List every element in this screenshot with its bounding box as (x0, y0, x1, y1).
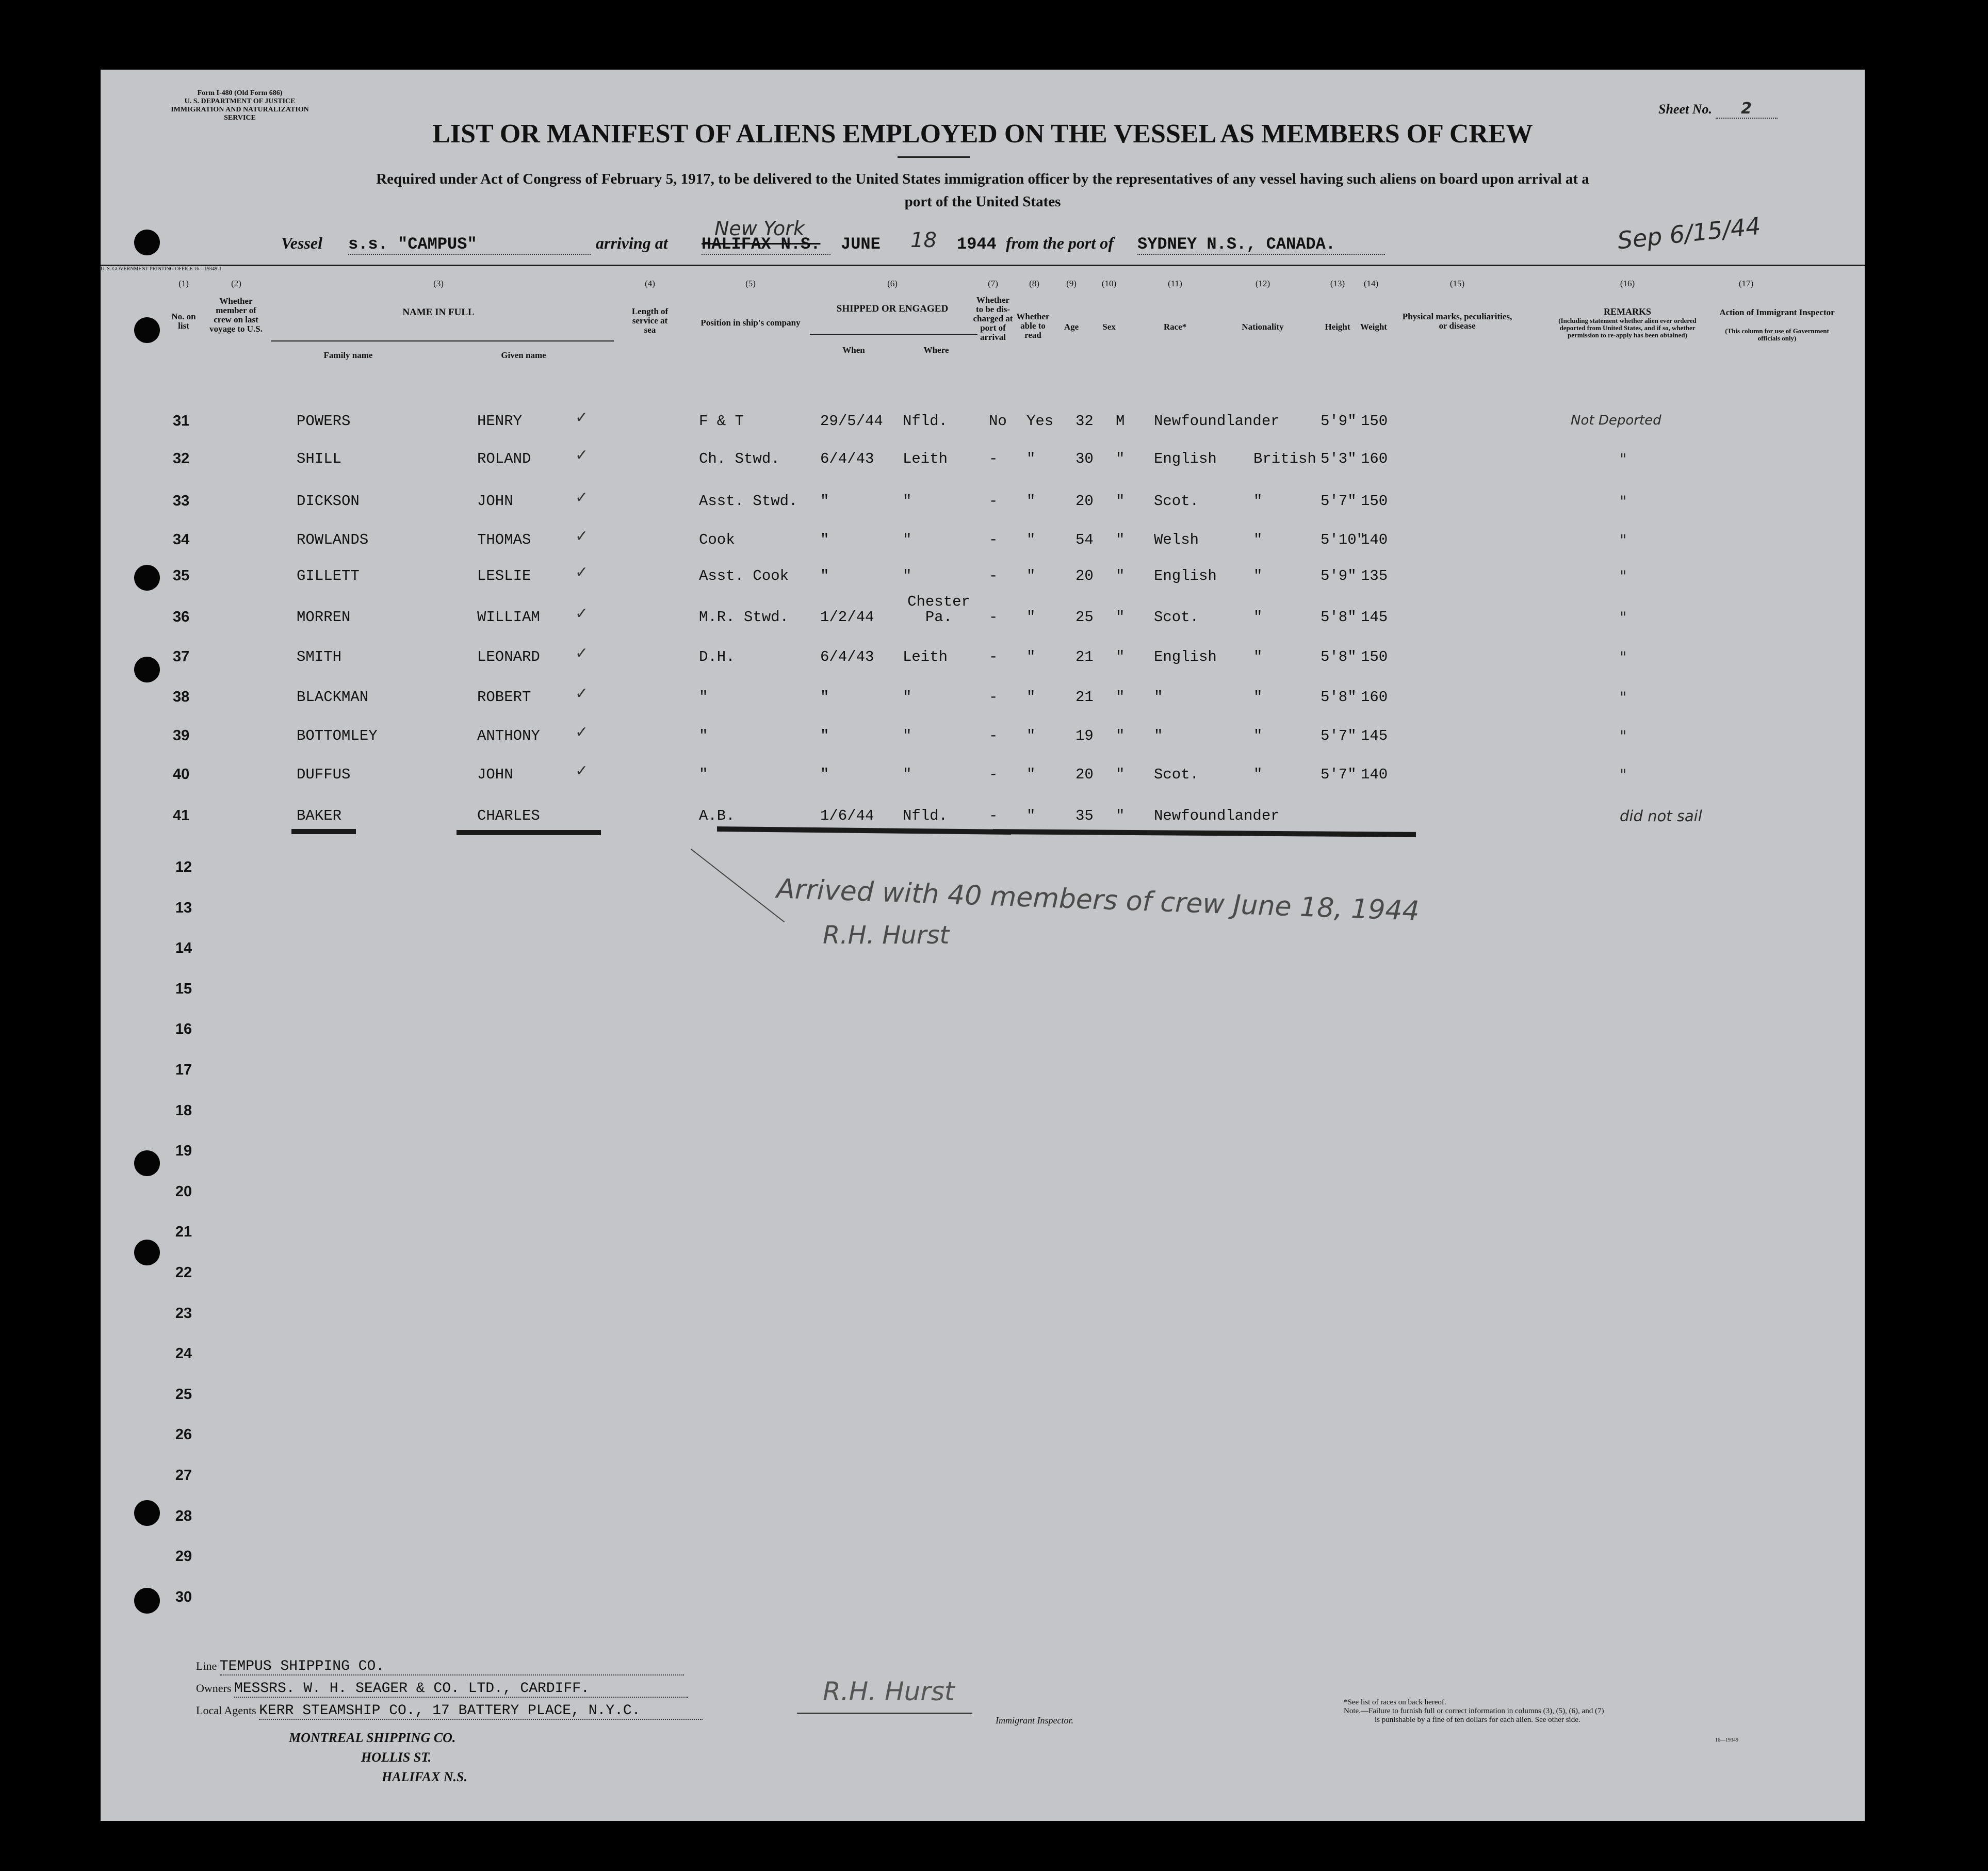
race: Scot. (1154, 609, 1199, 626)
header-weight: Weight (1360, 322, 1387, 332)
sex: " (1116, 807, 1125, 824)
header-inspector-action-sub: (This column for use of Government officials only) (1725, 327, 1829, 342)
header-no-on-list: No. on list (171, 312, 196, 331)
remarks: " (1620, 648, 1627, 666)
able-to-read: " (1026, 609, 1036, 626)
sex: " (1116, 766, 1125, 783)
colnum-2: (2) (231, 279, 241, 288)
shipped-when: 6/4/43 (820, 648, 874, 665)
blank-row-number: 15 (175, 980, 192, 997)
remarks: " (1620, 493, 1627, 510)
form-id-block (162, 89, 317, 122)
given-name: JOHN (477, 766, 513, 783)
remarks: " (1620, 609, 1627, 626)
check-mark-icon: ✓ (575, 409, 589, 426)
given-name: LESLIE (477, 567, 531, 584)
note-penalty-2: is punishable by a fine of ten dollars for each alien. See other side. (1375, 1716, 1580, 1724)
family-name: BLACKMAN (297, 689, 369, 706)
header-remarks: REMARKS (1603, 306, 1651, 317)
age: 54 (1076, 531, 1094, 548)
family-name: BAKER (297, 807, 342, 824)
remarks: " (1620, 689, 1627, 706)
arriving-port-handwritten: New York (714, 217, 805, 240)
able-to-read: " (1026, 531, 1036, 548)
discharged: - (989, 493, 998, 510)
row-number: 33 (173, 493, 190, 509)
row-number: 35 (173, 567, 190, 584)
age: 25 (1076, 609, 1094, 626)
colnum-16: (16) (1620, 279, 1635, 288)
form-code: 16—19349 (1715, 1737, 1738, 1743)
position: Asst. Cook (699, 567, 789, 584)
shipped-when: 6/4/43 (820, 450, 874, 467)
remarks: " (1620, 567, 1627, 585)
age: 20 (1076, 493, 1094, 510)
check-mark-icon: ✓ (575, 489, 589, 506)
family-name: DUFFUS (297, 766, 351, 783)
age: 20 (1076, 766, 1094, 783)
colnum-13: (13) (1330, 279, 1345, 288)
sex: " (1116, 531, 1125, 548)
sex: " (1116, 727, 1125, 744)
header-nationality: Nationality (1242, 322, 1284, 332)
note-races: *See list of races on back hereof. (1344, 1698, 1446, 1706)
punch-hole (134, 657, 160, 682)
remarks: " (1620, 531, 1627, 549)
nationality: " (1253, 531, 1263, 548)
age: 30 (1076, 450, 1094, 467)
shipped-where: " (903, 727, 912, 744)
family-name: SMITH (297, 648, 342, 665)
nationality: British (1253, 450, 1316, 467)
header-race: Race* (1163, 322, 1187, 332)
blank-row-number: 28 (175, 1507, 192, 1524)
shipped-where: " (903, 766, 912, 783)
remarks: Not Deported (1571, 413, 1661, 428)
line-label: Line (196, 1660, 217, 1672)
age: 21 (1076, 648, 1094, 665)
family-name: POWERS (297, 413, 351, 430)
shipped-when: " (820, 531, 829, 548)
header-sex: Sex (1102, 322, 1116, 332)
position: " (699, 689, 708, 706)
weight: 135 (1361, 567, 1388, 584)
position: M.R. Stwd. (699, 609, 789, 626)
punch-hole (134, 317, 160, 343)
height: 5'8" (1321, 609, 1357, 626)
family-name: GILLETT (297, 567, 360, 584)
arrival-certification: Arrived with 40 members of crew June 18, 1944 (776, 873, 1420, 927)
strike-given (457, 830, 601, 835)
given-name: ROBERT (477, 689, 531, 706)
row-number: 41 (173, 807, 190, 824)
blank-row-number: 19 (175, 1143, 192, 1160)
nationality: " (1253, 689, 1263, 706)
height: 5'9" (1321, 567, 1357, 584)
sex: " (1116, 689, 1125, 706)
height: 5'9" (1321, 413, 1357, 430)
printer-line: U. S. GOVERNMENT PRINTING OFFICE 16—19349-1 (101, 266, 222, 272)
race: Scot. (1154, 493, 1199, 510)
sheet-number-label: Sheet No. (1658, 102, 1712, 117)
height: 5'3" (1321, 450, 1357, 467)
shipped-where: Nfld. (903, 413, 948, 430)
blank-row-number: 22 (175, 1264, 192, 1281)
discharged: - (989, 807, 998, 824)
row-number: 39 (173, 727, 190, 744)
blank-row-number: 21 (175, 1224, 192, 1241)
header-discharged: Whether to be dis-charged at port of arrival (973, 295, 1013, 342)
position: F & T (699, 413, 744, 430)
check-mark-icon: ✓ (575, 605, 589, 622)
nationality: " (1253, 493, 1263, 510)
able-to-read: Yes (1026, 413, 1054, 430)
given-name: HENRY (477, 413, 523, 430)
colnum-4: (4) (645, 279, 655, 288)
note-penalty-1: Note.—Failure to furnish full or correct information in columns (3), (5), (6), and (7) (1344, 1707, 1604, 1715)
position: " (699, 766, 708, 783)
owners-label: Owners (196, 1682, 232, 1695)
row-number: 32 (173, 450, 190, 467)
arriving-label: arriving at (596, 234, 668, 252)
check-mark-icon: ✓ (575, 447, 589, 464)
header-name-in-full: NAME IN FULL (402, 307, 475, 318)
margin-note: Sep 6/15/44 (1616, 211, 1762, 255)
stamp-line-2: HOLLIS ST. (361, 1750, 432, 1765)
race: Newfoundlander (1154, 807, 1280, 824)
shipped-when: " (820, 689, 829, 706)
shipped-where: " (903, 689, 912, 706)
owners-value: MESSRS. W. H. SEAGER & CO. LTD., CARDIFF. (234, 1681, 688, 1698)
colnum-17: (17) (1738, 279, 1754, 288)
arriving-port-struck: HALIFAX N.S. (702, 235, 830, 255)
family-name: ROWLANDS (297, 531, 369, 548)
check-mark-icon: ✓ (575, 528, 589, 545)
family-name: SHILL (297, 450, 342, 467)
sex: " (1116, 567, 1125, 584)
age: 19 (1076, 727, 1094, 744)
given-name: THOMAS (477, 531, 531, 548)
blank-row-number: 20 (175, 1183, 192, 1200)
strike-family (291, 829, 356, 834)
race: " (1154, 689, 1163, 706)
race: " (1154, 727, 1163, 744)
shipped-where: Chester Pa. (907, 593, 970, 626)
blank-row-number: 17 (175, 1062, 192, 1078)
family-name: MORREN (297, 609, 351, 626)
strike-details (993, 829, 1416, 837)
nationality: " (1253, 567, 1263, 584)
nationality: " (1253, 609, 1263, 626)
able-to-read: " (1026, 766, 1036, 783)
form-number: Form I-480 (Old Form 686) (197, 89, 283, 97)
row-number: 37 (173, 648, 190, 665)
certification-initials: R.H. Hurst (823, 921, 950, 950)
discharged: - (989, 567, 998, 584)
given-name: CHARLES (477, 807, 540, 824)
colnum-5: (5) (745, 279, 756, 288)
sheet-number (1658, 100, 1778, 119)
header-position: Position in ship's company (700, 318, 801, 328)
colnum-15: (15) (1449, 279, 1465, 288)
remarks: " (1620, 727, 1627, 745)
discharged: - (989, 727, 998, 744)
shipped-where: Leith (903, 648, 948, 665)
blank-row-number: 24 (175, 1345, 192, 1362)
age: 32 (1076, 413, 1094, 430)
discharged: - (989, 689, 998, 706)
height: 5'10" (1321, 531, 1366, 548)
blank-row-number: 18 (175, 1102, 192, 1119)
family-name: BOTTOMLEY (297, 727, 378, 744)
colnum-1: (1) (178, 279, 189, 288)
vessel-line (281, 211, 1880, 259)
header-shipped-or-engaged: SHIPPED OR ENGAGED (836, 303, 949, 314)
arrival-day: 18 (910, 229, 937, 252)
footer-line (196, 1658, 763, 1675)
height: 5'7" (1321, 493, 1357, 510)
height: 5'8" (1321, 689, 1357, 706)
footer-notes (1344, 1698, 1767, 1724)
punch-hole (134, 1240, 160, 1265)
vessel-label: Vessel (281, 234, 322, 252)
blank-row-number: 14 (175, 940, 192, 957)
sex: " (1116, 450, 1125, 467)
blank-row-number: 16 (175, 1021, 192, 1038)
race: Welsh (1154, 531, 1199, 548)
inspector-signature: R.H. Hurst (823, 1677, 955, 1706)
shipped-when: " (820, 567, 829, 584)
shipped-where: " (903, 531, 912, 548)
row-number: 31 (173, 413, 190, 429)
header-able-to-read: Whether able to read (1016, 312, 1050, 340)
blank-row-number: 25 (175, 1386, 192, 1403)
sex: " (1116, 609, 1125, 626)
arrival-year: 1944 (957, 235, 997, 254)
blank-row-number: 27 (175, 1467, 192, 1484)
colnum-11: (11) (1168, 279, 1182, 288)
shipped-when: 29/5/44 (820, 413, 883, 430)
shipped-when: 1/2/44 (820, 609, 874, 626)
header-physical-marks: Physical marks, peculiarities, or disease (1402, 312, 1512, 331)
department-name: U. S. DEPARTMENT OF JUSTICE (184, 97, 296, 105)
race: Scot. (1154, 766, 1199, 783)
colnum-10: (10) (1101, 279, 1117, 288)
check-mark-icon: ✓ (575, 685, 589, 702)
agents-label: Local Agents (196, 1704, 256, 1717)
weight: 150 (1361, 493, 1388, 510)
age: 21 (1076, 689, 1094, 706)
page-title: LIST OR MANIFEST OF ALIENS EMPLOYED ON THE VESSEL AS MEMBERS OF CREW (432, 119, 1533, 149)
discharged: - (989, 609, 998, 626)
nationality: " (1253, 766, 1263, 783)
able-to-read: " (1026, 450, 1036, 467)
shipped-when: " (820, 493, 829, 510)
colnum-9: (9) (1066, 279, 1077, 288)
given-name: ROLAND (477, 450, 531, 467)
header-shipped-when: When (842, 345, 865, 355)
remarks: " (1620, 766, 1627, 784)
blank-row-number: 26 (175, 1426, 192, 1443)
blank-row-number: 30 (175, 1588, 192, 1605)
race: English (1154, 567, 1217, 584)
sex: " (1116, 493, 1125, 510)
weight: 150 (1361, 648, 1388, 665)
shipped-where: Leith (903, 450, 948, 467)
nationality: " (1253, 727, 1263, 744)
nationality: " (1253, 648, 1263, 665)
agents-value: KERR STEAMSHIP CO., 17 BATTERY PLACE, N.Y.C. (259, 1703, 703, 1720)
header-remarks-sub: (Including statement whether alien ever ordered deported from United States, and if so, whether permission to re-apply has been obtained) (1558, 317, 1697, 339)
able-to-read: " (1026, 807, 1036, 824)
colnum-14: (14) (1363, 279, 1379, 288)
shipped-when: 1/6/44 (820, 807, 874, 824)
subtitle-line-2: port of the United States (904, 193, 1061, 210)
line-value: TEMPUS SHIPPING CO. (220, 1658, 684, 1675)
race: Newfoundlander (1154, 413, 1280, 430)
discharged: - (989, 450, 998, 467)
weight: 140 (1361, 531, 1388, 548)
sex: " (1116, 648, 1125, 665)
discharged: - (989, 766, 998, 783)
strike-diagonal (691, 849, 785, 922)
footer-owners (196, 1681, 763, 1698)
weight: 150 (1361, 413, 1388, 430)
from-port: SYDNEY N.S., CANADA. (1137, 235, 1385, 255)
blank-row-number: 23 (175, 1305, 192, 1322)
row-number: 34 (173, 531, 190, 548)
blank-row-number: 13 (175, 899, 192, 916)
position: Ch. Stwd. (699, 450, 780, 467)
stamp-line-1: MONTREAL SHIPPING CO. (289, 1730, 456, 1745)
shipped-where: " (903, 567, 912, 584)
colnum-3: (3) (433, 279, 444, 288)
header-family-name: Family name (323, 350, 373, 360)
able-to-read: " (1026, 648, 1036, 665)
colnum-6: (6) (887, 279, 898, 288)
agent-stamp (289, 1728, 467, 1787)
shipped-when: " (820, 727, 829, 744)
position: D.H. (699, 648, 735, 665)
position: " (699, 727, 708, 744)
stamp-line-3: HALIFAX N.S. (382, 1769, 467, 1784)
from-port-label: from the port of (1006, 234, 1114, 252)
position: Asst. Stwd. (699, 493, 798, 510)
row-number: 36 (173, 609, 190, 625)
punch-hole (134, 1500, 160, 1526)
punch-hole (134, 565, 160, 591)
given-name: LEONARD (477, 648, 540, 665)
height: 5'7" (1321, 727, 1357, 744)
weight: 160 (1361, 689, 1388, 706)
sheet-number-value: 2 (1716, 100, 1778, 119)
height: 5'7" (1321, 766, 1357, 783)
header-shipped-where: Where (923, 345, 949, 355)
able-to-read: " (1026, 727, 1036, 744)
header-height: Height (1325, 322, 1350, 332)
age: 20 (1076, 567, 1094, 584)
strike-position (717, 826, 1011, 835)
check-mark-icon: ✓ (575, 564, 589, 581)
weight: 145 (1361, 609, 1388, 626)
inspector-label: Immigrant Inspector. (996, 1715, 1073, 1726)
family-name: DICKSON (297, 493, 360, 510)
position: A.B. (699, 807, 735, 824)
colnum-8: (8) (1029, 279, 1039, 288)
position: Cook (699, 531, 735, 548)
able-to-read: " (1026, 493, 1036, 510)
discharged: - (989, 531, 998, 548)
race: English (1154, 450, 1217, 467)
height: 5'8" (1321, 648, 1357, 665)
header-age: Age (1064, 322, 1079, 332)
discharged: No (989, 413, 1007, 430)
shipped-when: " (820, 766, 829, 783)
shipped-where: Nfld. (903, 807, 948, 824)
punch-hole (134, 230, 160, 255)
check-mark-icon: ✓ (575, 645, 589, 662)
manifest-sheet (101, 70, 1865, 1821)
subtitle-line-1: Required under Act of Congress of February 5, 1917, to be delivered to the United States immigration officer by the representatives of any vessel having such aliens on board upon arrival at a (376, 171, 1589, 187)
row-number: 40 (173, 766, 190, 783)
arrival-month: JUNE (841, 235, 881, 254)
able-to-read: " (1026, 689, 1036, 706)
service-name: IMMIGRATION AND NATURALIZATION SERVICE (171, 106, 309, 122)
discharged: - (989, 648, 998, 665)
blank-row-number: 12 (175, 859, 192, 875)
given-name: JOHN (477, 493, 513, 510)
colnum-12: (12) (1255, 279, 1270, 288)
vessel-name: s.s. "CAMPUS" (348, 235, 591, 255)
check-mark-icon: ✓ (575, 762, 589, 779)
remarks: did not sail (1620, 807, 1702, 825)
weight: 145 (1361, 727, 1388, 744)
able-to-read: " (1026, 567, 1036, 584)
check-mark-icon: ✓ (575, 724, 589, 741)
weight: 160 (1361, 450, 1388, 467)
shipped-where: " (903, 493, 912, 510)
row-number: 38 (173, 689, 190, 705)
sex: M (1116, 413, 1125, 430)
weight: 140 (1361, 766, 1388, 783)
colnum-7: (7) (988, 279, 998, 288)
blank-row-number: 29 (175, 1548, 192, 1565)
header-length-of-service: Length of service at sea (631, 306, 669, 335)
age: 35 (1076, 807, 1094, 824)
header-inspector-action: Action of Immigrant Inspector (1719, 307, 1835, 317)
given-name: ANTHONY (477, 727, 540, 744)
header-given-name: Given name (501, 350, 546, 360)
punch-hole (134, 1150, 160, 1176)
header-last-voyage: Whether member of crew on last voyage to U.S. (209, 296, 263, 334)
remarks: " (1620, 450, 1627, 468)
footer-agents (196, 1703, 763, 1720)
given-name: WILLIAM (477, 609, 540, 626)
race: English (1154, 648, 1217, 665)
punch-hole (134, 1588, 160, 1614)
